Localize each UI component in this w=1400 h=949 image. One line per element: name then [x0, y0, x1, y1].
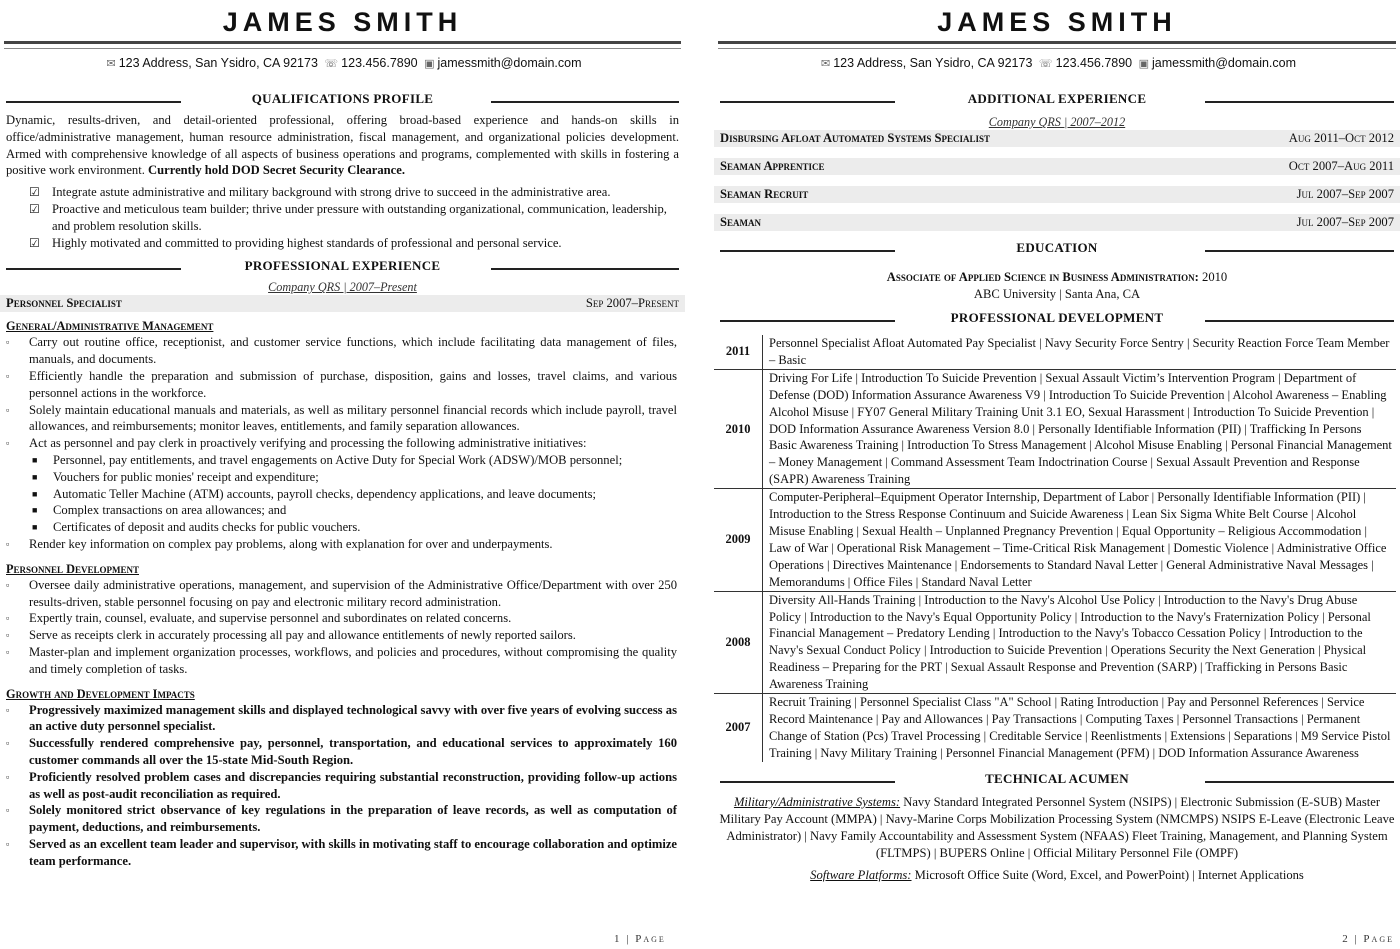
year-cell: 2009: [714, 489, 763, 591]
list-item: [0, 334, 685, 368]
military-systems: [714, 794, 1400, 862]
list-item: [0, 469, 685, 486]
list-item: [0, 368, 685, 402]
bullet-icon: ▫: [6, 613, 10, 624]
section-title: TECHNICAL ACUMEN: [985, 770, 1129, 786]
header-rule-left: [720, 101, 895, 103]
list-item: [0, 452, 685, 469]
degree-name: Associate of Applied Science in Business Administration:: [886, 270, 1199, 284]
list-item-text: Solely monitored strict observance of key regulations in the preparation of leave records, as well as computation of payment, deductions, and reimbursements.: [29, 803, 677, 835]
job-dates: Aug 2011–Oct 2012: [1288, 131, 1394, 145]
checkbox-icon: ☑: [29, 235, 40, 250]
job-title: Seaman: [720, 215, 762, 229]
name-rule: [4, 41, 681, 49]
job-title-bar: [714, 158, 1400, 175]
list-item-text: Proficiently resolved problem cases and discrepancies requiring substantial reconstruction, providing follow-up actions as well as post-audit reconciliation as required.: [29, 769, 677, 801]
bullet-icon: ▫: [6, 646, 10, 657]
year-cell: 2010: [714, 369, 763, 488]
list-item-text: Serve as receipts clerk in accurately processing all pay and allowance entitlements of newly reported sailors.: [29, 628, 576, 643]
envelope-icon: ✉: [820, 58, 831, 70]
job-title: Seaman Recruit: [720, 187, 809, 201]
courses-cell: Computer-Peripheral–Equipment Operator Internship, Department of Labor | Personally Identifiable Information (PII) | Introduction to the Stress Response Continuum and Suicide Awareness | Lean Six Sigma White Belt Course | Alcohol Misuse Enabling | Sexual Health – Unplanned Pregnancy Prevention | Equal Opportunity – Religious Accommodation | Law of War | Operational Risk Management – Time-Critical Risk Management | Domestic Violence | Administrative Office Operations | Directives Maintenance | Endorsements to Standard Naval Letter | General Administrative Naval Messages | Memorandums | Office Files | Standard Naval Letter: [763, 489, 1397, 591]
subsection-heading: Growth and Development Impacts: [6, 686, 195, 701]
checklist-item: [0, 235, 685, 252]
education-school: ABC University | Santa Ana, CA: [973, 287, 1141, 301]
company-line: Company QRS | 2007–2012: [988, 115, 1126, 129]
list-item: [0, 577, 685, 611]
list-item: [0, 402, 685, 436]
software-platforms: [714, 867, 1400, 884]
list-item-text: Act as personnel and pay clerk in proactively verifying and processing the following administrative initiatives:: [29, 436, 587, 451]
checkbox-icon: ☑: [29, 201, 40, 216]
year-cell: 2007: [714, 694, 763, 762]
bullet-icon: ▫: [6, 337, 10, 348]
company-line: Company QRS | 2007–Present: [268, 280, 417, 295]
contact-address: 123 Address, San Ysidro, CA 92173: [833, 56, 1033, 70]
square-bullet-icon: ■: [32, 471, 38, 482]
subsection-heading: Personnel Development: [6, 561, 139, 576]
military-systems-label: Military/Administrative Systems:: [733, 794, 901, 809]
list-item: [0, 702, 685, 736]
section-header-qualifications: [6, 88, 679, 110]
envelope-icon: ✉: [106, 58, 116, 70]
list-item-text: Automatic Teller Machine (ATM) accounts, payroll checks, dependency applications, and leave documents;: [53, 486, 597, 501]
software-platforms-text: Microsoft Office Suite (Word, Excel, and PowerPoint) | Internet Applications: [911, 867, 1304, 882]
header-rule-right: [1205, 101, 1394, 103]
bullet-icon: ▫: [6, 579, 10, 590]
year-cell: 2008: [714, 591, 763, 693]
bullet-icon: ▫: [6, 370, 10, 381]
growth-impacts-list: [0, 702, 685, 870]
list-item-text: Successfully rendered comprehensive pay, personnel, transportation, and educational services to approximately 160 customer commands all over the 15-state Mid-South Region.: [29, 736, 677, 767]
bullet-icon: ▫: [6, 538, 10, 549]
section-header-technical-acumen: [720, 768, 1394, 790]
candidate-name: JAMES SMITH: [222, 7, 463, 37]
section-title: QUALIFICATIONS PROFILE: [251, 91, 434, 106]
computer-icon: ▣: [1138, 58, 1150, 70]
subsection-heading: General/Administrative Management: [6, 319, 214, 334]
list-item: [0, 486, 685, 503]
contact-address: 123 Address, San Ysidro, CA 92173: [118, 56, 318, 70]
header-rule-right: [491, 268, 679, 270]
courses-cell: Personnel Specialist Afloat Automated Pay Specialist | Navy Security Force Sentry | Security Reaction Force Team Member – Basic: [769, 336, 1390, 367]
list-item-text: Complex transactions on area allowances; and: [53, 503, 287, 518]
list-item: [0, 802, 685, 836]
bullet-icon: ▫: [6, 838, 10, 849]
job-dates: Jul 2007–Sep 2007: [1296, 187, 1394, 201]
header-rule-right: [491, 101, 679, 103]
degree-year: 2010: [1198, 270, 1228, 284]
bullet-icon: ▫: [6, 404, 10, 415]
table-row: [714, 335, 1396, 369]
page-number: 1 | Page: [614, 933, 666, 945]
square-bullet-icon: ■: [32, 522, 38, 533]
job-dates: Oct 2007–Aug 2011: [1288, 159, 1394, 173]
list-item-text: Personnel, pay entitlements, and travel engagements on Active Duty for Special Work (ADSW)/MOB personnel;: [53, 452, 623, 467]
list-item-text: Efficiently handle the preparation and submission of purchase, disposition, gains and losses, travel claims, and various personnel actions in the workforce.: [29, 368, 677, 400]
courses-cell: Recruit Training | Personnel Specialist Class "A" School | Rating Introduction | Pay and Personnel References | Service Record Maintenance | Pay and Allowances | Pay Transactions | Computing Taxes | Personnel Transactions | Permanent Change of Station (Pcs) Travel Processing | Creditable Service | Reenlistments | Extensions | Separations | M9 Service Pistol Training | Navy Military Training | Personnel Financial Management (PFM) | DOD Information Assurance Awareness: [763, 694, 1397, 762]
list-item: [0, 435, 685, 452]
job-title-bar: [714, 130, 1400, 147]
list-item-text: Render key information on complex pay problems, along with explanation for over and underpayments.: [29, 536, 553, 551]
square-bullet-icon: ■: [32, 454, 38, 465]
professional-development-table: [714, 335, 1396, 762]
resume-page-2: [714, 0, 1400, 949]
header-rule-right: [1205, 781, 1394, 783]
table-row: [714, 489, 1396, 591]
list-item: [0, 836, 685, 870]
list-item: [0, 735, 685, 769]
phone-icon: ☏: [324, 58, 339, 70]
bullet-icon: ▫: [6, 738, 10, 749]
contact-email[interactable]: jamessmith@domain.com: [1152, 56, 1297, 70]
military-systems-text: Navy Standard Integrated Personnel System (NSIPS) | Electronic Submission (E-SUB) Master Military Pay Account (MMPA) | Navy-Marine Corps Mobilization Processing System (NMCMPS) NSIPS E-Leave (Electronic Leave Administrator) | Navy Family Accountability and Assessment System (NFAAS) Fleet Training, Management, and Planning System (FLTMPS) | BUPERS Online | Official Military Personnel File (OMPF): [719, 794, 1395, 860]
list-item-text: Expertly train, counsel, evaluate, and supervise personnel and subordinates on related concerns.: [29, 611, 512, 626]
general-duties-list: [0, 334, 685, 452]
phone-icon: ☏: [1038, 58, 1053, 70]
bullet-icon: ▫: [6, 805, 10, 816]
administrative-initiatives-list: [0, 452, 685, 536]
job-title-bar: [0, 295, 685, 312]
header-rule-left: [720, 320, 895, 322]
checklist-text: Integrate astute administrative and military background with strong drive to succeed in the administrative area.: [52, 185, 611, 200]
section-title: PROFESSIONAL EXPERIENCE: [244, 258, 441, 274]
checklist-item: [0, 184, 685, 201]
contact-phone: 123.456.7890: [341, 56, 418, 70]
list-item-text: Vouchers for public monies' receipt and expenditure;: [53, 469, 319, 484]
table-row: [714, 369, 1396, 488]
summary-text: Dynamic, results-driven, and detail-oriented professional, offering broad-based experience and hands-on skills in office/administrative management, human resource administration, fiscal management, and organizational policies development. Armed with comprehensive knowledge of all aspects of business operations and programs, complemented with skills in fostering a positive work environment.: [6, 113, 679, 178]
list-item-text: Progressively maximized management skills and displayed technological savvy with over five years of evolving success as an active duty personnel specialist.: [29, 702, 677, 734]
contact-line: [714, 54, 1400, 73]
checkbox-icon: ☑: [29, 185, 40, 200]
list-item-text: Certificates of deposit and audits checks for public vouchers.: [53, 520, 361, 535]
year-cell: 2011: [714, 335, 763, 369]
summary-bold-text: Currently hold DOD Secret Security Clearance.: [148, 163, 405, 178]
header-rule-left: [720, 781, 895, 783]
section-title: PROFESSIONAL DEVELOPMENT: [950, 310, 1164, 325]
section-header-experience: [6, 255, 679, 277]
qualification-checklist: [0, 184, 685, 251]
list-item: [0, 502, 685, 519]
job-dates: Sep 2007–Present: [585, 296, 679, 311]
list-item-text: Master-plan and implement organization processes, workflows, and policies and procedures, without compromising the quality and timely completion of tasks.: [29, 644, 677, 676]
candidate-name: JAMES SMITH: [937, 7, 1177, 37]
section-title: EDUCATION: [1016, 240, 1098, 255]
education-degree: [714, 269, 1400, 286]
section-header-professional-development: [720, 307, 1394, 329]
checklist-text: Proactive and meticulous team builder; thrive under pressure with outstanding organizational, communication, leadership, and problem resolution skills.: [52, 201, 667, 233]
job-title: Seaman Apprentice: [720, 159, 825, 173]
table-row: [714, 591, 1396, 693]
computer-icon: ▣: [424, 58, 435, 70]
list-item: [0, 536, 685, 553]
header-rule-left: [6, 268, 181, 270]
job-title-bar: [714, 214, 1400, 231]
courses-cell: Driving For Life | Introduction To Suicide Prevention | Sexual Assault Victim’s Intervention Program | Department of Defense (DOD) Information Assurance Awareness V9 | Introduction To Suicide Prevention | Alcohol Awareness – Enabling Alcohol Misuse | FY07 General Military Training Unit 3.1 EO, Sexual Harassment | Introduction To Suicide Prevention | DOD Information Assurance Awareness Version 8.0 | Personally Identifiable Information (PII) | Trafficking In Persons Basic Awareness Training | Introduction To Stress Management | Alcohol Misuse Enabling | Personal Financial Management – Money Management | Command Assessment Team Indoctrination Course | Sexual Assault Prevention and Response (SAPR) Awareness Training: [763, 369, 1397, 488]
general-duties-list-end: [0, 536, 685, 553]
software-platforms-label: Software Platforms:: [810, 867, 912, 882]
header-rule-left: [720, 250, 895, 252]
header-rule-right: [1205, 320, 1394, 322]
resume-page-1: [0, 0, 685, 949]
contact-phone: 123.456.7890: [1055, 56, 1133, 70]
list-item: [0, 769, 685, 803]
section-title: ADDITIONAL EXPERIENCE: [967, 91, 1147, 106]
header-rule-right: [1205, 250, 1394, 252]
qualifications-summary: [6, 112, 679, 179]
section-header-education: [720, 237, 1394, 259]
page-number: 2 | Page: [1342, 933, 1394, 945]
list-item-text: Served as an excellent team leader and supervisor, with skills in motivating staff to encourage collaboration and optimize team performance.: [29, 836, 677, 868]
list-item: [0, 519, 685, 536]
list-item-text: Oversee daily administrative operations, management, and supervision of the Administrative Office/Department with over 250 results-driven, stable personnel focusing on pay and electronic military record administration.: [29, 577, 677, 609]
bullet-icon: ▫: [6, 630, 10, 641]
table-row: [714, 694, 1396, 762]
job-title-bar: [714, 186, 1400, 203]
job-dates: Jul 2007–Sep 2007: [1296, 215, 1394, 229]
personnel-development-list: [0, 577, 685, 678]
job-title: Disbursing Afloat Automated Systems Specialist: [720, 131, 991, 145]
bullet-icon: ▫: [6, 771, 10, 782]
job-title: Personnel Specialist: [6, 296, 122, 311]
header-rule-left: [6, 101, 181, 103]
checklist-text: Highly motivated and committed to providing highest standards of professional and personal service.: [52, 235, 562, 250]
contact-email[interactable]: jamessmith@domain.com: [437, 56, 582, 70]
checklist-item: [0, 201, 685, 235]
bullet-icon: ▫: [6, 438, 10, 449]
bullet-icon: ▫: [6, 704, 10, 715]
list-item: [0, 627, 685, 644]
list-item-text: Carry out routine office, receptionist, and customer service functions, which include facilitating data management of files, manuals, and documents.: [29, 335, 677, 367]
square-bullet-icon: ■: [32, 505, 38, 516]
name-rule: [718, 41, 1396, 49]
contact-line: [0, 54, 685, 73]
section-header-additional-experience: [720, 88, 1394, 110]
courses-cell: Diversity All-Hands Training | Introduction to the Navy's Alcohol Use Policy | Introduction to the Navy's Drug Abuse Policy | Introduction to the Navy's Equal Opportunity Policy | Introduction to the Navy's Fraternization Policy | Personal Financial Management – Predatory Lending | Introduction to the Navy's Tobacco Cessation Policy | Introduction to the Navy's Sexual Conduct Policy | Introduction to Suicide Prevention | Operations Security the Next Generation | Physical Readiness – Preparing for the PRT | Sexual Assault Response and Prevention (SARP) | Trafficking in Persons Basic Awareness Training: [763, 591, 1397, 693]
list-item-text: Solely maintain educational manuals and materials, as well as military personnel financial records which include payroll, travel allowances, and reimbursements; monitor leaves, entitlements, and family separation allowances.: [29, 402, 677, 434]
list-item: [0, 610, 685, 627]
list-item: [0, 644, 685, 678]
square-bullet-icon: ■: [32, 488, 38, 499]
